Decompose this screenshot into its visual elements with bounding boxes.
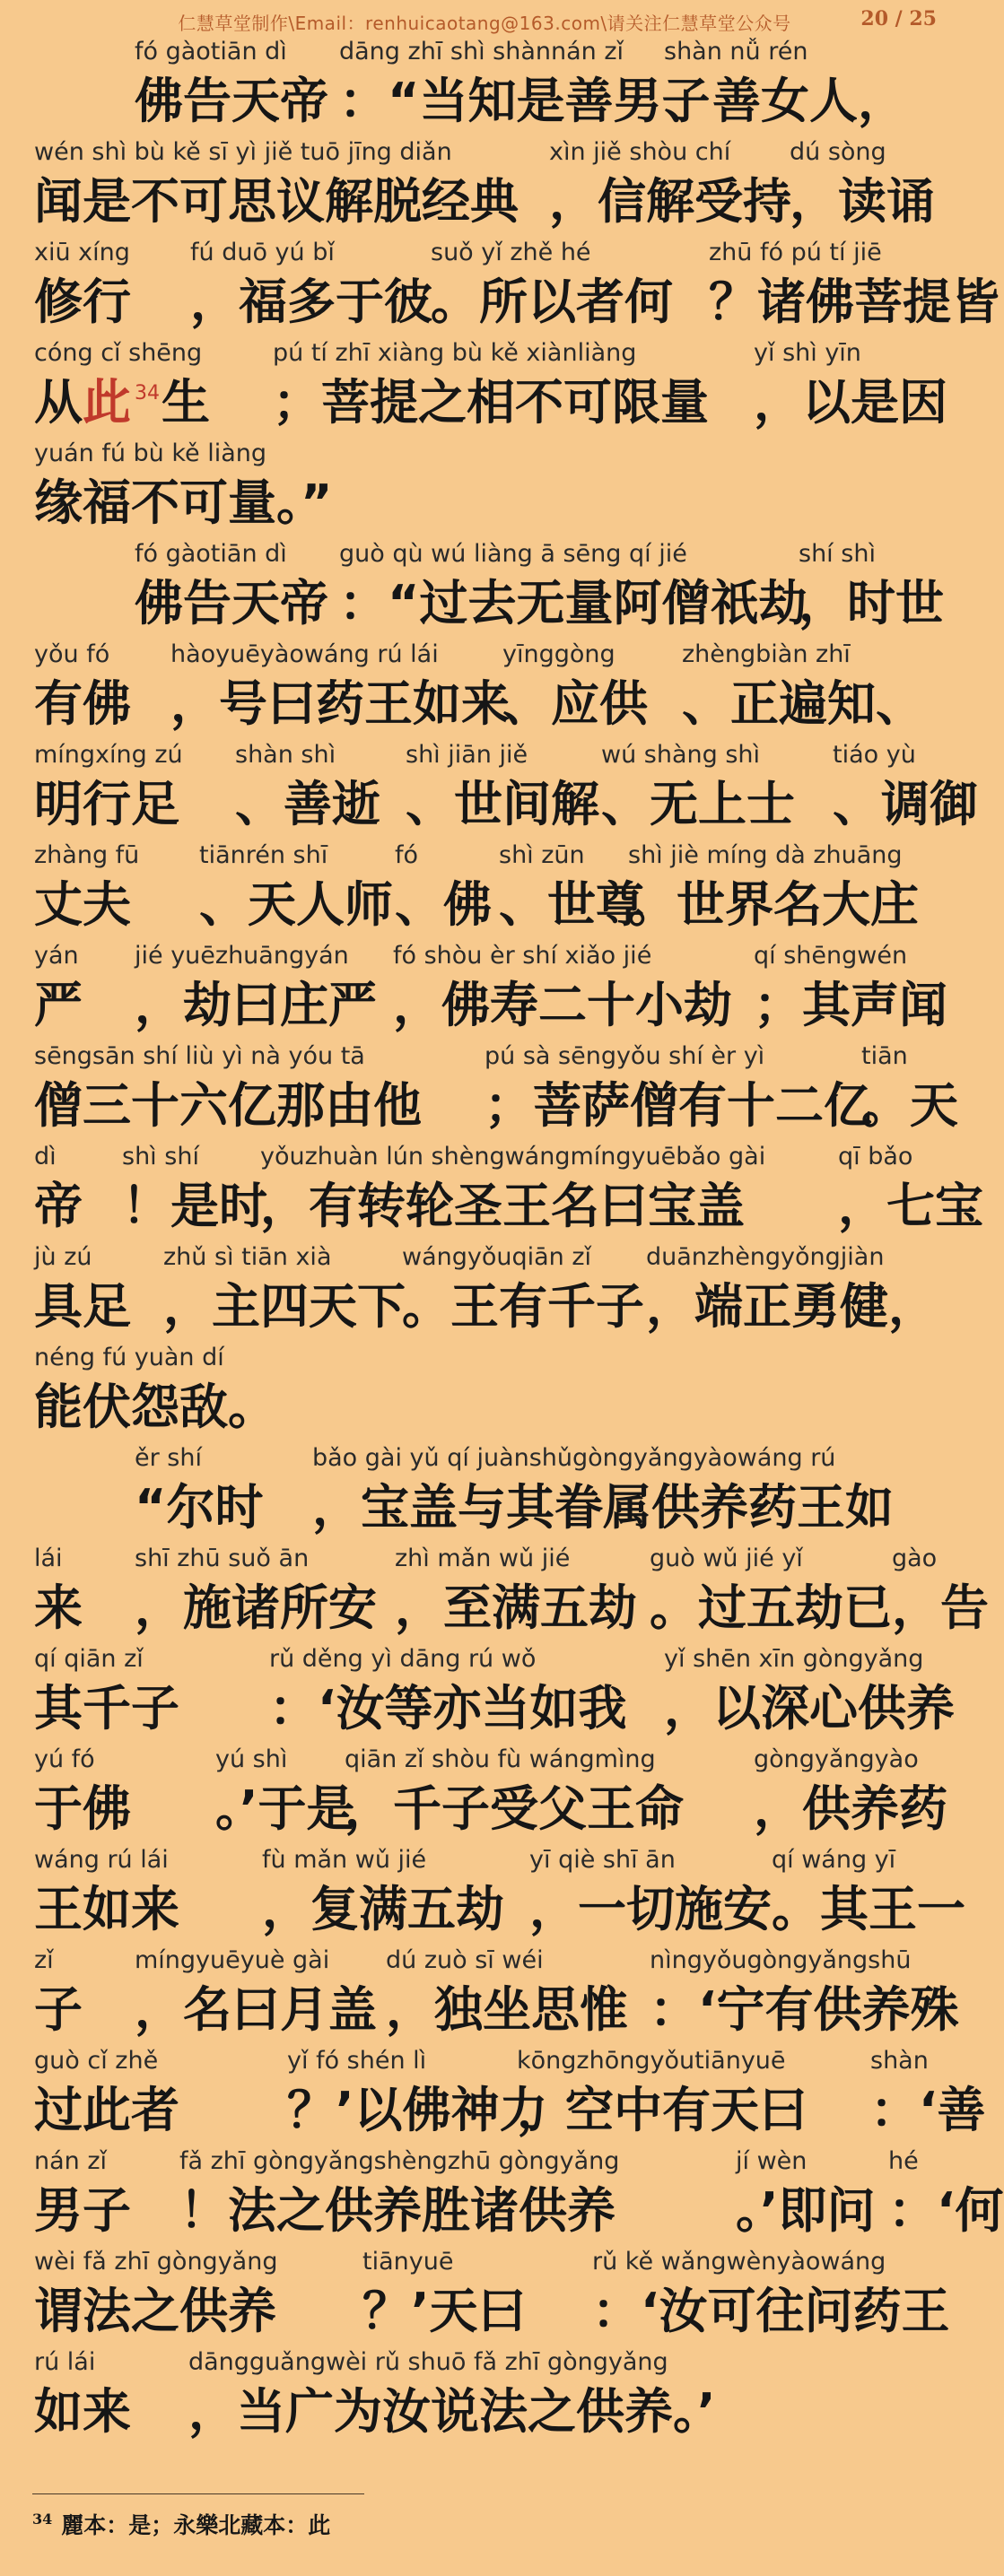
pinyin: yú fó: [34, 1745, 95, 1773]
hanzi: 过此者: [34, 2082, 179, 2138]
pinyin: míngxíng zú: [34, 741, 183, 769]
pinyin: yī qiè shī ān: [529, 1846, 676, 1874]
pinyin: fó gàotiān dì: [135, 540, 287, 568]
hanzi: 具足: [34, 1278, 131, 1335]
pinyin: yǒu fó: [34, 640, 110, 668]
hanzi: 来: [34, 1580, 83, 1636]
hanzi: ：“过去无量阿僧祇劫: [339, 575, 808, 631]
pinyin: nán zǐ: [34, 2147, 108, 2175]
pinyin: guò qù wú liàng ā sēng qí jié: [339, 540, 687, 568]
footnote-divider: [32, 2493, 364, 2494]
hanzi: ，主四天下: [163, 1278, 406, 1335]
hanzi: ，一切施安: [529, 1881, 772, 1937]
hanzi: 、善女人，: [664, 73, 906, 129]
hanzi: ，千子受父王命: [345, 1780, 684, 1837]
pinyin: zhèngbiàn zhī: [682, 640, 851, 668]
pinyin: yǐ fó shén lì: [287, 2047, 427, 2075]
pinyin: bǎo gài yǔ qí juànshǔgòngyǎngyàowáng rú: [312, 1444, 836, 1472]
pinyin: cóng cǐ shēng: [34, 339, 203, 367]
pinyin: shàn shì: [235, 741, 336, 769]
hanzi: 。’于是: [215, 1780, 355, 1837]
hanzi: 。其王一: [772, 1881, 965, 1937]
pinyin: jí wèn: [736, 2147, 808, 2175]
hanzi: 子: [34, 1981, 83, 2038]
pinyin: wén shì bù kě sī yì jiě tuō jīng diǎn: [34, 138, 452, 166]
text-line: [0, 439, 969, 540]
hanzi: ？诸佛菩提皆: [709, 274, 1000, 330]
hanzi: ，以深心供养: [664, 1680, 955, 1736]
hanzi: ，七宝: [838, 1178, 983, 1234]
hanzi: 。世界名大庄: [628, 876, 919, 933]
pinyin: yú shì: [215, 1745, 288, 1773]
hanzi: 修行: [34, 274, 131, 330]
hanzi: ，端正勇健，: [646, 1278, 937, 1335]
hanzi: 、善逝: [235, 776, 380, 832]
text-line: [0, 1344, 969, 1444]
pinyin: xìn jiě shòu chí: [549, 138, 731, 166]
hanzi: ，供养药: [754, 1780, 947, 1837]
pinyin: fó: [395, 841, 419, 869]
hanzi: 。王有千子: [402, 1278, 644, 1335]
text-line: [0, 2348, 969, 2449]
hanzi: ，告: [892, 1580, 989, 1636]
text-line: [0, 1444, 969, 1545]
hanzi: 生: [162, 374, 210, 431]
pinyin: dú zuò sī wéi: [386, 1946, 544, 1974]
hanzi: ，号曰药王如来: [170, 675, 510, 732]
text-line: [0, 239, 1000, 339]
header-bar: [0, 0, 969, 41]
pinyin: dāng zhī shì shànnán zǐ: [339, 38, 624, 65]
pinyin: zǐ: [34, 1946, 54, 1974]
pinyin: tiānrén shī: [199, 841, 328, 869]
pinyin: yīnggòng: [502, 640, 615, 668]
pinyin: tiáo yù: [833, 741, 916, 769]
hanzi: 如来: [34, 2383, 131, 2440]
pinyin: qí wáng yī: [772, 1846, 896, 1874]
hanzi: ：‘何: [888, 2182, 1004, 2239]
hanzi: 。天: [861, 1077, 958, 1134]
hanzi: 王如来: [34, 1881, 179, 1937]
pinyin: fú duō yú bǐ: [190, 239, 335, 266]
pinyin: gòngyǎngyào: [754, 1745, 919, 1773]
pinyin: suǒ yǐ zhě hé: [431, 239, 591, 266]
pinyin: qí shēngwén: [754, 942, 908, 970]
pinyin: guò cǐ zhě: [34, 2047, 159, 2075]
pinyin: qiān zǐ shòu fù wángmìng: [345, 1745, 656, 1773]
text-line: [0, 339, 969, 439]
hanzi: 明行足: [34, 776, 179, 832]
hanzi: 。’即问: [736, 2182, 876, 2239]
page-number: 20 / 25: [860, 7, 937, 30]
pinyin: pú tí zhī xiàng bù kě xiànliàng: [273, 339, 637, 367]
pinyin: hé: [888, 2147, 919, 2175]
hanzi: ；菩提之相不可限量: [273, 374, 709, 431]
hanzi: ，有转轮圣王名曰宝盖: [260, 1178, 745, 1234]
pinyin: dì: [34, 1143, 57, 1171]
pinyin: nìngyǒugòngyǎngshū: [650, 1946, 912, 1974]
text-line: [0, 640, 969, 741]
pinyin: dú sòng: [790, 138, 886, 166]
hanzi: ，复满五劫: [262, 1881, 504, 1937]
footnote-reference[interactable]: 34: [135, 382, 160, 405]
hanzi: “尔时: [135, 1479, 264, 1536]
hanzi: 、应供: [502, 675, 648, 732]
pinyin: wú shàng shì: [601, 741, 761, 769]
pinyin: shì jiān jiě: [406, 741, 528, 769]
pinyin: míngyuēyuè gài: [135, 1946, 330, 1974]
hanzi: ：‘汝等亦当如我: [269, 1680, 627, 1736]
hanzi: ？’天曰: [362, 2283, 527, 2339]
text-line: [0, 1143, 983, 1243]
pinyin: fǎ zhī gòngyǎngshèngzhū gòngyǎng: [179, 2147, 620, 2175]
hanzi: ，信解受持: [549, 173, 791, 230]
pinyin: yǐ shēn xīn gòngyǎng: [664, 1645, 924, 1673]
hanzi: 、无上士: [601, 776, 795, 832]
text-line: [0, 942, 969, 1042]
text-line: [0, 1243, 969, 1344]
hanzi: 、佛: [395, 876, 492, 933]
text-line: [0, 540, 969, 640]
pinyin: yǐ shì yīn: [754, 339, 861, 367]
text-line: [0, 2047, 986, 2147]
pinyin: zhǔ sì tiān xià: [163, 1243, 332, 1271]
pinyin: fó gàotiān dì: [135, 38, 287, 65]
hanzi: 、世间解: [406, 776, 599, 832]
hanzi: 谓法之供养: [34, 2283, 276, 2339]
pinyin: sēngsān shí liù yì nà yóu tā: [34, 1042, 365, 1070]
pinyin: xiū xíng: [34, 239, 130, 266]
hanzi: 其千子: [34, 1680, 179, 1736]
hanzi: 严: [34, 977, 83, 1033]
pinyin: qī bǎo: [838, 1143, 913, 1171]
pinyin: shì shí: [122, 1143, 199, 1171]
pinyin: rú lái: [34, 2348, 96, 2376]
hanzi: ，独坐思惟: [386, 1981, 628, 2038]
hanzi: 闻是不可思议解脱经典: [34, 173, 519, 230]
hanzi: ！法之供养胜诸供养: [179, 2182, 615, 2239]
pinyin: shī zhū suǒ ān: [135, 1545, 310, 1572]
footnote: [32, 2508, 330, 2540]
hanzi: 。所以者何: [431, 274, 673, 330]
hanzi: ，空中有天曰: [517, 2082, 808, 2138]
hanzi: 缘福不可量。”: [34, 474, 333, 531]
hanzi: ？’以佛神力: [287, 2082, 548, 2138]
hanzi: 丈夫: [34, 876, 131, 933]
pinyin: dāngguǎngwèi rǔ shuō fǎ zhī gòngyǎng: [188, 2348, 668, 2376]
text-line: [0, 38, 969, 138]
pinyin: shàn nǚ rén: [664, 38, 808, 65]
hanzi: 、调御: [833, 776, 978, 832]
hanzi: ；其声闻: [754, 977, 947, 1033]
hanzi: 帝: [34, 1178, 83, 1234]
hanzi: ，劫曰庄严: [135, 977, 377, 1033]
hanzi: 、天人师: [199, 876, 393, 933]
pinyin: yuán fú bù kě liàng: [34, 439, 267, 467]
pinyin: qí qiān zǐ: [34, 1645, 144, 1673]
hanzi: ，时世: [799, 575, 944, 631]
text-line: [0, 741, 978, 841]
pinyin: gào: [892, 1545, 938, 1572]
pinyin: lái: [34, 1545, 63, 1572]
pinyin: wáng rú lái: [34, 1846, 169, 1874]
hanzi: ，名曰月盖: [135, 1981, 377, 2038]
footnote-text: 麗本：是；永樂北藏本：此: [61, 2512, 331, 2538]
pinyin: rǔ děng yì dāng rú wǒ: [269, 1645, 537, 1673]
text-line: [0, 1042, 969, 1143]
text-line: [0, 2248, 969, 2348]
pinyin: wèi fǎ zhī gòngyǎng: [34, 2248, 278, 2276]
hanzi: ，读诵: [790, 173, 935, 230]
hanzi: 能伏怨敌。: [34, 1379, 276, 1435]
pinyin: kōngzhōngyǒutiānyuē: [517, 2047, 786, 2075]
pinyin: néng fú yuàn dí: [34, 1344, 224, 1371]
pinyin: tiānyuē: [362, 2248, 454, 2276]
pinyin: ěr shí: [135, 1444, 202, 1472]
pinyin: wángyǒuqiān zǐ: [402, 1243, 592, 1271]
text-line: [0, 138, 969, 239]
hanzi: 、正遍知、: [682, 675, 924, 732]
hanzi: 于佛: [34, 1780, 131, 1837]
pinyin: shàn: [870, 2047, 929, 2075]
pinyin: yán: [34, 942, 79, 970]
pinyin: shì jiè míng dà zhuāng: [628, 841, 903, 869]
text-line: [0, 2147, 1004, 2248]
pinyin: zhū fó pú tí jiē: [709, 239, 882, 266]
hanzi: ，以是因: [754, 374, 947, 431]
pinyin: hàoyuēyàowáng rú lái: [170, 640, 439, 668]
text-line: [0, 1545, 989, 1645]
pinyin: shí shì: [799, 540, 876, 568]
pinyin: jié yuēzhuāngyán: [135, 942, 349, 970]
pinyin: rǔ kě wǎngwènyàowáng: [592, 2248, 886, 2276]
hanzi: ；菩萨僧有十二亿: [485, 1077, 872, 1134]
hanzi: 僧三十六亿那由他: [34, 1077, 422, 1134]
text-line: [0, 1946, 969, 2047]
pinyin: zhì mǎn wǔ jié: [395, 1545, 571, 1572]
hanzi: ：‘宁有供养殊: [650, 1981, 959, 2038]
pinyin: fù mǎn wǔ jié: [262, 1846, 427, 1874]
hanzi: 从此: [34, 374, 131, 431]
header-credit: 仁慧草堂制作\Email：renhuicaotang@163.com\请关注仁慧草堂公众号: [178, 13, 791, 34]
hanzi: ，至满五劫: [395, 1580, 637, 1636]
hanzi: ，佛寿二十小劫: [393, 977, 732, 1033]
text-line: [0, 1846, 969, 1946]
pinyin: duānzhèngyǒngjiàn: [646, 1243, 885, 1271]
hanzi: 、世尊: [499, 876, 644, 933]
hanzi: 。过五劫已: [650, 1580, 892, 1636]
hanzi: 佛告天帝: [135, 73, 328, 129]
footnoted-character: 此: [83, 374, 131, 431]
hanzi: ，福多于彼: [190, 274, 432, 330]
hanzi: 男子: [34, 2182, 131, 2239]
hanzi: ，当广为汝说法之供养。’: [188, 2383, 716, 2440]
pinyin: jù zú: [34, 1243, 92, 1271]
pinyin: tiān: [861, 1042, 908, 1070]
hanzi: ，施诸所安: [135, 1580, 377, 1636]
pinyin: pú sà sēngyǒu shí èr yì: [485, 1042, 765, 1070]
hanzi: 佛告天帝: [135, 575, 328, 631]
hanzi: ：“当知是善男子: [339, 73, 711, 129]
pinyin: shì zūn: [499, 841, 585, 869]
hanzi: ：‘善: [870, 2082, 986, 2138]
text-line: [0, 1645, 969, 1745]
hanzi: ：‘汝可往问药王: [592, 2283, 950, 2339]
text-line: [0, 1745, 969, 1846]
pinyin: yǒuzhuàn lún shèngwángmíngyuēbǎo gài: [260, 1143, 766, 1171]
pinyin: zhàng fū: [34, 841, 140, 869]
pinyin: guò wǔ jié yǐ: [650, 1545, 803, 1572]
hanzi: 有佛: [34, 675, 131, 732]
text-line: [0, 841, 969, 942]
pinyin: fó shòu èr shí xiǎo jié: [393, 942, 652, 970]
footnote-number: 34: [32, 2511, 53, 2528]
hanzi: ，宝盖与其眷属供养药王如: [312, 1479, 894, 1536]
hanzi: ！是时: [122, 1178, 267, 1234]
